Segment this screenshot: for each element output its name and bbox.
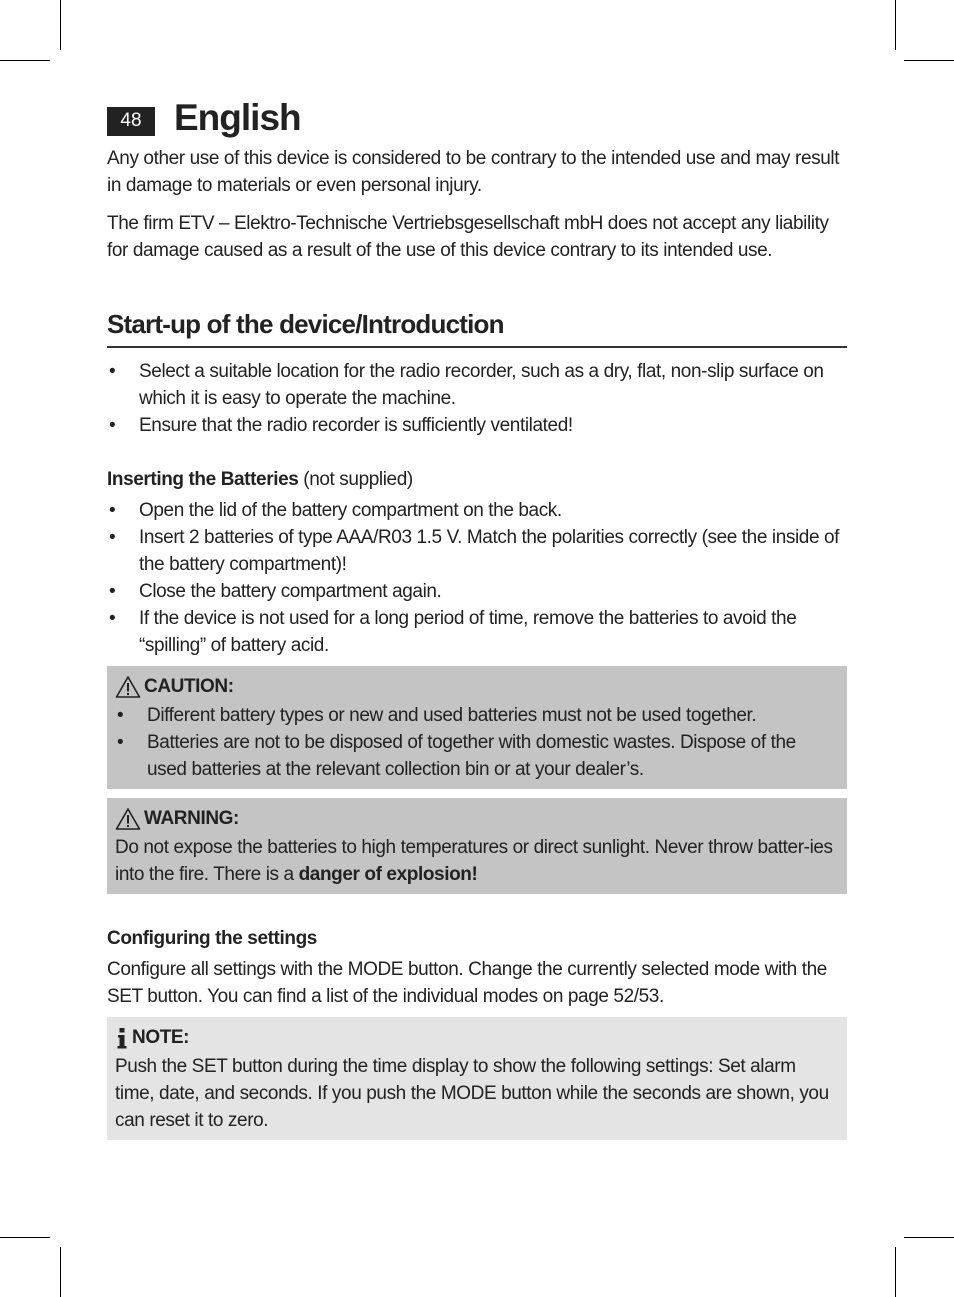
batteries-heading-bold: Inserting the Batteries <box>107 469 299 490</box>
settings-paragraph: Configure all settings with the MODE button. Change the currently selected mode with the SET button. You can find a list of the individual modes on page 52/53. <box>107 959 827 1007</box>
warning-text-bold: danger of explosion! <box>298 864 478 885</box>
intro-paragraph: Any other use of this device is considered to be contrary to the intended use and may result in damage to materials or even personal injury. <box>107 148 840 196</box>
note-title <box>115 1023 839 1053</box>
liability-paragraph: The firm ETV – Elektro-Technische Vertriebsgesellschaft mbH does not accept any liability for damage caused as a result of the use of this device contrary to its intended use. <box>107 213 829 261</box>
note-text: Push the SET button during the time display to show the following settings: Set alarm time, date, and seconds. If you push the MODE button while the seconds are shown, you can reset it to zero. <box>115 1056 829 1131</box>
batteries-list <box>107 497 847 659</box>
list-item-text: If the device is not used for a long period of time, remove the batteries to avoid the “spilling” of battery acid. <box>139 608 797 656</box>
bullet: • <box>109 581 116 602</box>
crop-mark <box>60 0 61 50</box>
caution-list <box>115 702 839 783</box>
page-number: 48 <box>107 107 155 136</box>
warning-label: WARNING: <box>144 808 239 829</box>
list-item <box>115 729 839 783</box>
bullet: • <box>109 527 116 548</box>
list-item <box>107 412 847 439</box>
note-label: NOTE: <box>132 1027 190 1048</box>
crop-mark <box>60 1247 61 1297</box>
list-item <box>107 578 847 605</box>
list-item-text: Select a suitable location for the radio recorder, such as a dry, flat, non-slip surface on which it is easy to operate the machine. <box>139 361 824 409</box>
warning-box <box>107 798 847 894</box>
crop-mark <box>895 0 896 50</box>
list-item <box>107 497 847 524</box>
section-heading: Start-up of the device/Introduction <box>107 306 847 348</box>
crop-mark <box>0 1237 50 1238</box>
caution-label: CAUTION: <box>144 676 234 697</box>
list-item-text: Ensure that the radio recorder is sufficiently ventilated! <box>139 415 573 436</box>
startup-list <box>107 358 847 439</box>
crop-mark <box>895 1247 896 1297</box>
list-item-text: Insert 2 batteries of type AAA/R03 1.5 V. Match the polarities correctly (see the inside of the battery compartment)! <box>139 527 840 575</box>
page-title: English <box>174 97 301 138</box>
bullet: • <box>109 415 116 436</box>
bullet: • <box>109 500 116 521</box>
list-item-text: Open the lid of the battery compartment on the back. <box>139 500 562 521</box>
warning-text <box>115 834 839 888</box>
list-item <box>115 702 839 729</box>
bullet: • <box>117 705 124 726</box>
list-item <box>107 358 847 412</box>
list-item-text: Different battery types or new and used batteries must not be used together. <box>147 705 757 726</box>
warning-triangle-icon <box>115 807 141 831</box>
bullet: • <box>109 608 116 629</box>
list-item <box>107 524 847 578</box>
batteries-heading <box>107 466 847 493</box>
settings-heading: Configuring the settings <box>107 928 317 949</box>
caution-title <box>115 672 839 702</box>
info-icon <box>115 1026 129 1050</box>
bullet: • <box>109 361 116 382</box>
crop-mark <box>0 60 50 61</box>
caution-box <box>107 666 847 789</box>
list-item <box>107 605 847 659</box>
crop-mark <box>904 1237 954 1238</box>
note-box <box>107 1017 847 1140</box>
list-item-text: Close the battery compartment again. <box>139 581 442 602</box>
page-content <box>107 98 847 1140</box>
list-item-text: Batteries are not to be disposed of together with domestic wastes. Dispose of the used batteries at the relevant collection bin or at your dealer’s. <box>147 732 796 780</box>
warning-title <box>115 804 839 834</box>
crop-mark <box>904 60 954 61</box>
bullet: • <box>117 732 124 753</box>
warning-triangle-icon <box>115 675 141 699</box>
page-header <box>107 98 847 138</box>
batteries-heading-note: (not supplied) <box>298 469 413 490</box>
warning-text-regular: Do not expose the batteries to high temperatures or direct sunlight. Never throw batter-ies into the fire. There is a <box>115 837 833 885</box>
